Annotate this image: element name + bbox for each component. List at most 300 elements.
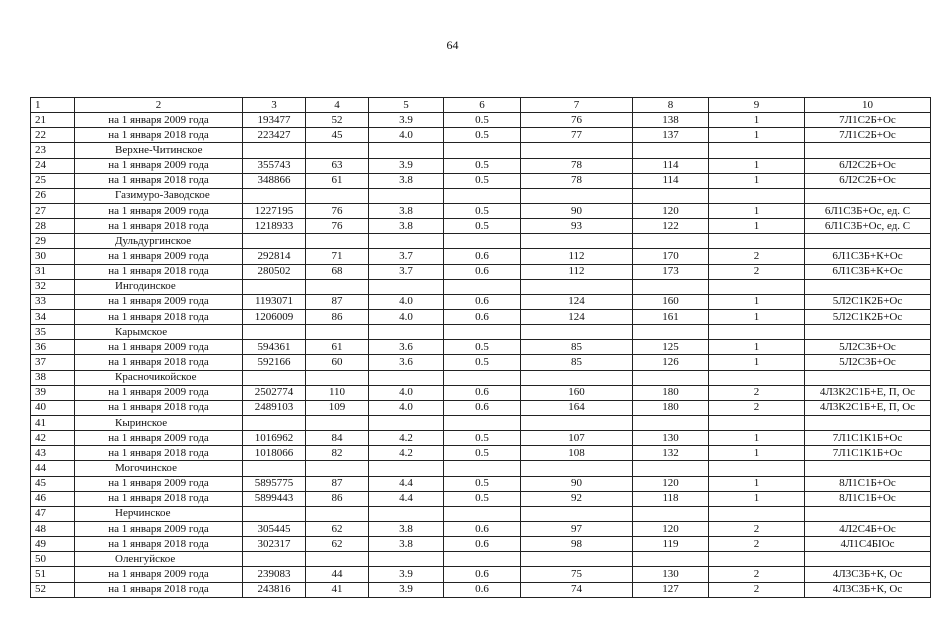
table-body (31, 98, 931, 598)
forest-data-table (30, 97, 931, 598)
cell-v10: 8Л1С1Б+Ос (805, 491, 931, 506)
row-number: 48 (31, 521, 75, 536)
row-number: 24 (31, 158, 75, 173)
cell-v6: 0.6 (444, 294, 521, 309)
cell-v9 (709, 506, 805, 521)
row-number: 36 (31, 340, 75, 355)
row-number: 45 (31, 476, 75, 491)
cell-v4 (306, 279, 369, 294)
cell-v6 (444, 234, 521, 249)
region-row (31, 415, 931, 430)
cell-v7: 112 (521, 249, 633, 264)
row-number: 46 (31, 491, 75, 506)
cell-v10: 4Л1С4БIОс (805, 537, 931, 552)
row-label: на 1 января 2018 года (75, 537, 243, 552)
cell-v10: 4Л3С3Б+К, Ос (805, 582, 931, 597)
cell-v6: 0.6 (444, 385, 521, 400)
column-header: 6 (444, 98, 521, 113)
cell-v6: 0.5 (444, 340, 521, 355)
cell-v9 (709, 370, 805, 385)
cell-v5: 3.7 (369, 249, 444, 264)
cell-v9 (709, 552, 805, 567)
cell-v9: 1 (709, 476, 805, 491)
cell-v6: 0.5 (444, 491, 521, 506)
cell-v6: 0.6 (444, 521, 521, 536)
cell-v6: 0.5 (444, 476, 521, 491)
row-label: на 1 января 2009 года (75, 203, 243, 218)
cell-v9: 2 (709, 567, 805, 582)
cell-v4 (306, 506, 369, 521)
table-row (31, 400, 931, 415)
row-number: 52 (31, 582, 75, 597)
cell-v8: 180 (633, 385, 709, 400)
cell-v7 (521, 325, 633, 340)
cell-v5: 3.9 (369, 582, 444, 597)
cell-v4: 71 (306, 249, 369, 264)
cell-v9 (709, 415, 805, 430)
row-label: на 1 января 2018 года (75, 582, 243, 597)
cell-v6 (444, 552, 521, 567)
table-row (31, 294, 931, 309)
table-row (31, 173, 931, 188)
cell-v5: 4.0 (369, 385, 444, 400)
row-number: 25 (31, 173, 75, 188)
cell-v8: 122 (633, 219, 709, 234)
cell-v5: 4.0 (369, 400, 444, 415)
table-row (31, 582, 931, 597)
cell-v3: 2502774 (243, 385, 306, 400)
region-row (31, 370, 931, 385)
cell-v9: 1 (709, 158, 805, 173)
cell-v7: 78 (521, 173, 633, 188)
row-number: 51 (31, 567, 75, 582)
column-header: 8 (633, 98, 709, 113)
cell-v3 (243, 234, 306, 249)
cell-v4: 76 (306, 203, 369, 218)
cell-v5 (369, 506, 444, 521)
cell-v9 (709, 143, 805, 158)
region-name: Могочинское (75, 461, 243, 476)
cell-v9: 2 (709, 521, 805, 536)
row-label: на 1 января 2009 года (75, 567, 243, 582)
cell-v9: 1 (709, 294, 805, 309)
cell-v6 (444, 325, 521, 340)
cell-v3: 1227195 (243, 203, 306, 218)
cell-v7 (521, 506, 633, 521)
row-number: 41 (31, 415, 75, 430)
cell-v8: 118 (633, 491, 709, 506)
region-row (31, 279, 931, 294)
cell-v3: 280502 (243, 264, 306, 279)
cell-v3: 1016962 (243, 431, 306, 446)
cell-v3 (243, 370, 306, 385)
cell-v7 (521, 143, 633, 158)
cell-v5: 4.2 (369, 431, 444, 446)
cell-v10: 5Л2С1К2Б+Ос (805, 294, 931, 309)
table-row (31, 446, 931, 461)
row-number: 31 (31, 264, 75, 279)
cell-v8 (633, 188, 709, 203)
region-row (31, 506, 931, 521)
cell-v9: 2 (709, 385, 805, 400)
cell-v10: 6Л1С3Б+К+Ос (805, 264, 931, 279)
cell-v10: 5Л2С3Б+Ос (805, 340, 931, 355)
cell-v7 (521, 552, 633, 567)
cell-v8 (633, 143, 709, 158)
cell-v10: 5Л2С3Б+Ос (805, 355, 931, 370)
row-number: 43 (31, 446, 75, 461)
table-row (31, 521, 931, 536)
cell-v9: 1 (709, 203, 805, 218)
region-row (31, 552, 931, 567)
cell-v3: 5895775 (243, 476, 306, 491)
table-row (31, 431, 931, 446)
cell-v3: 193477 (243, 113, 306, 128)
cell-v3: 243816 (243, 582, 306, 597)
cell-v5: 3.7 (369, 264, 444, 279)
row-number: 44 (31, 461, 75, 476)
cell-v4: 76 (306, 219, 369, 234)
row-number: 34 (31, 309, 75, 324)
cell-v3 (243, 143, 306, 158)
cell-v7 (521, 234, 633, 249)
cell-v7: 98 (521, 537, 633, 552)
cell-v7: 124 (521, 294, 633, 309)
cell-v4: 110 (306, 385, 369, 400)
cell-v6: 0.5 (444, 431, 521, 446)
cell-v3 (243, 325, 306, 340)
cell-v9 (709, 279, 805, 294)
cell-v7: 74 (521, 582, 633, 597)
cell-v10 (805, 234, 931, 249)
cell-v8: 114 (633, 173, 709, 188)
cell-v3 (243, 415, 306, 430)
cell-v6: 0.5 (444, 446, 521, 461)
cell-v5: 3.9 (369, 567, 444, 582)
cell-v8: 138 (633, 113, 709, 128)
row-number: 28 (31, 219, 75, 234)
cell-v4 (306, 143, 369, 158)
cell-v8: 170 (633, 249, 709, 264)
table-row (31, 219, 931, 234)
row-number: 27 (31, 203, 75, 218)
column-header: 4 (306, 98, 369, 113)
cell-v3: 355743 (243, 158, 306, 173)
cell-v7: 78 (521, 158, 633, 173)
table-row (31, 476, 931, 491)
cell-v9: 2 (709, 264, 805, 279)
cell-v9 (709, 188, 805, 203)
cell-v3: 5899443 (243, 491, 306, 506)
column-header: 5 (369, 98, 444, 113)
cell-v5: 4.0 (369, 294, 444, 309)
table-row (31, 128, 931, 143)
row-label: на 1 января 2018 года (75, 400, 243, 415)
cell-v3: 594361 (243, 340, 306, 355)
cell-v5: 3.8 (369, 203, 444, 218)
cell-v5: 3.8 (369, 219, 444, 234)
row-label: на 1 января 2009 года (75, 249, 243, 264)
page-number: 64 (446, 38, 459, 52)
region-row (31, 234, 931, 249)
table-row (31, 355, 931, 370)
cell-v8: 120 (633, 476, 709, 491)
cell-v7: 160 (521, 385, 633, 400)
cell-v10 (805, 279, 931, 294)
cell-v5: 4.4 (369, 476, 444, 491)
column-header: 10 (805, 98, 931, 113)
cell-v4 (306, 552, 369, 567)
region-name: Кыринское (75, 415, 243, 430)
cell-v9 (709, 461, 805, 476)
cell-v3 (243, 461, 306, 476)
cell-v7: 76 (521, 113, 633, 128)
region-row (31, 143, 931, 158)
cell-v4 (306, 415, 369, 430)
cell-v6 (444, 279, 521, 294)
cell-v10: 4Л3С3Б+К, Ос (805, 567, 931, 582)
cell-v4: 62 (306, 537, 369, 552)
row-number: 32 (31, 279, 75, 294)
region-name: Красночикойское (75, 370, 243, 385)
cell-v8: 126 (633, 355, 709, 370)
cell-v10: 6Л2С2Б+Ос (805, 158, 931, 173)
table-row (31, 158, 931, 173)
row-label: на 1 января 2009 года (75, 476, 243, 491)
cell-v4: 87 (306, 294, 369, 309)
cell-v8: 161 (633, 309, 709, 324)
cell-v10 (805, 461, 931, 476)
cell-v10: 4Л3К2С1Б+Е, П, Ос (805, 400, 931, 415)
row-number: 33 (31, 294, 75, 309)
cell-v4 (306, 234, 369, 249)
table-row (31, 309, 931, 324)
cell-v4: 45 (306, 128, 369, 143)
cell-v7: 108 (521, 446, 633, 461)
table-row (31, 567, 931, 582)
cell-v5 (369, 415, 444, 430)
cell-v4: 68 (306, 264, 369, 279)
cell-v7: 107 (521, 431, 633, 446)
cell-v7: 90 (521, 203, 633, 218)
cell-v9: 1 (709, 113, 805, 128)
cell-v5: 4.4 (369, 491, 444, 506)
cell-v9: 1 (709, 309, 805, 324)
cell-v6 (444, 461, 521, 476)
cell-v5: 4.2 (369, 446, 444, 461)
cell-v4: 86 (306, 309, 369, 324)
cell-v9: 2 (709, 400, 805, 415)
row-number: 38 (31, 370, 75, 385)
cell-v10: 6Л1С3Б+Ос, ед. С (805, 203, 931, 218)
table-row (31, 537, 931, 552)
row-label: на 1 января 2009 года (75, 431, 243, 446)
cell-v5 (369, 552, 444, 567)
table-row (31, 249, 931, 264)
cell-v9: 1 (709, 219, 805, 234)
cell-v3: 223427 (243, 128, 306, 143)
cell-v7: 85 (521, 355, 633, 370)
cell-v5 (369, 325, 444, 340)
cell-v7 (521, 415, 633, 430)
cell-v6: 0.6 (444, 400, 521, 415)
cell-v7: 75 (521, 567, 633, 582)
row-number: 42 (31, 431, 75, 446)
row-number: 30 (31, 249, 75, 264)
cell-v6: 0.6 (444, 249, 521, 264)
cell-v5: 3.8 (369, 521, 444, 536)
cell-v4: 61 (306, 340, 369, 355)
cell-v8: 114 (633, 158, 709, 173)
cell-v3: 292814 (243, 249, 306, 264)
cell-v6 (444, 506, 521, 521)
cell-v4: 61 (306, 173, 369, 188)
cell-v3 (243, 279, 306, 294)
cell-v10 (805, 552, 931, 567)
cell-v5: 3.8 (369, 537, 444, 552)
cell-v9: 1 (709, 340, 805, 355)
cell-v3: 592166 (243, 355, 306, 370)
region-name: Ингодинское (75, 279, 243, 294)
cell-v8 (633, 325, 709, 340)
table-row (31, 113, 931, 128)
cell-v4: 41 (306, 582, 369, 597)
cell-v8: 120 (633, 203, 709, 218)
cell-v5: 4.0 (369, 128, 444, 143)
cell-v8: 173 (633, 264, 709, 279)
cell-v10: 7Л1С2Б+Ос (805, 128, 931, 143)
cell-v6: 0.6 (444, 567, 521, 582)
region-name: Нерчинское (75, 506, 243, 521)
column-header: 1 (31, 98, 75, 113)
cell-v3: 239083 (243, 567, 306, 582)
row-number: 23 (31, 143, 75, 158)
cell-v8: 127 (633, 582, 709, 597)
cell-v4: 63 (306, 158, 369, 173)
cell-v5: 3.6 (369, 340, 444, 355)
cell-v5: 3.9 (369, 158, 444, 173)
cell-v7: 90 (521, 476, 633, 491)
cell-v7: 112 (521, 264, 633, 279)
cell-v4 (306, 370, 369, 385)
cell-v6: 0.5 (444, 173, 521, 188)
cell-v7: 93 (521, 219, 633, 234)
cell-v4: 62 (306, 521, 369, 536)
row-label: на 1 января 2018 года (75, 173, 243, 188)
region-name: Газимуро-Заводское (75, 188, 243, 203)
cell-v10: 6Л1С3Б+К+Ос (805, 249, 931, 264)
row-number: 22 (31, 128, 75, 143)
region-row (31, 325, 931, 340)
cell-v6 (444, 370, 521, 385)
row-label: на 1 января 2018 года (75, 446, 243, 461)
cell-v9: 2 (709, 249, 805, 264)
cell-v5 (369, 279, 444, 294)
table-row (31, 340, 931, 355)
cell-v5 (369, 370, 444, 385)
cell-v3: 348866 (243, 173, 306, 188)
cell-v4: 44 (306, 567, 369, 582)
cell-v10 (805, 506, 931, 521)
cell-v5: 3.6 (369, 355, 444, 370)
cell-v10 (805, 370, 931, 385)
cell-v5 (369, 188, 444, 203)
cell-v6 (444, 415, 521, 430)
cell-v4 (306, 325, 369, 340)
cell-v6: 0.6 (444, 309, 521, 324)
cell-v6: 0.5 (444, 158, 521, 173)
column-header: 3 (243, 98, 306, 113)
cell-v4: 86 (306, 491, 369, 506)
row-label: на 1 января 2018 года (75, 219, 243, 234)
cell-v3 (243, 188, 306, 203)
cell-v3: 2489103 (243, 400, 306, 415)
cell-v5: 3.8 (369, 173, 444, 188)
cell-v8: 160 (633, 294, 709, 309)
cell-v8 (633, 279, 709, 294)
row-label: на 1 января 2009 года (75, 113, 243, 128)
row-label: на 1 января 2018 года (75, 491, 243, 506)
cell-v3: 1206009 (243, 309, 306, 324)
cell-v10: 8Л1С1Б+Ос (805, 476, 931, 491)
cell-v9: 1 (709, 446, 805, 461)
cell-v6: 0.6 (444, 264, 521, 279)
table-row (31, 491, 931, 506)
cell-v3: 305445 (243, 521, 306, 536)
cell-v3 (243, 506, 306, 521)
region-name: Дульдургинское (75, 234, 243, 249)
cell-v10: 6Л2С2Б+Ос (805, 173, 931, 188)
cell-v4: 87 (306, 476, 369, 491)
cell-v6: 0.6 (444, 537, 521, 552)
cell-v8: 120 (633, 521, 709, 536)
row-label: на 1 января 2009 года (75, 340, 243, 355)
row-label: на 1 января 2009 года (75, 158, 243, 173)
cell-v3 (243, 552, 306, 567)
row-label: на 1 января 2018 года (75, 264, 243, 279)
cell-v9 (709, 325, 805, 340)
table-row (31, 203, 931, 218)
cell-v10 (805, 325, 931, 340)
cell-v4: 84 (306, 431, 369, 446)
region-name: Верхне-Читинское (75, 143, 243, 158)
cell-v4 (306, 188, 369, 203)
cell-v7 (521, 279, 633, 294)
table-row (31, 264, 931, 279)
cell-v6: 0.5 (444, 113, 521, 128)
cell-v8 (633, 415, 709, 430)
cell-v8: 130 (633, 431, 709, 446)
row-label: на 1 января 2009 года (75, 385, 243, 400)
cell-v7 (521, 188, 633, 203)
cell-v4: 82 (306, 446, 369, 461)
cell-v3: 302317 (243, 537, 306, 552)
cell-v9: 1 (709, 173, 805, 188)
row-number: 39 (31, 385, 75, 400)
row-number: 40 (31, 400, 75, 415)
cell-v10: 4Л3К2С1Б+Е, П, Ос (805, 385, 931, 400)
cell-v10: 7Л1С1К1Б+Ос (805, 431, 931, 446)
cell-v9: 2 (709, 582, 805, 597)
cell-v9: 1 (709, 128, 805, 143)
cell-v8 (633, 234, 709, 249)
cell-v3: 1018066 (243, 446, 306, 461)
cell-v7 (521, 461, 633, 476)
cell-v6: 0.6 (444, 582, 521, 597)
region-name: Оленгуйское (75, 552, 243, 567)
cell-v7: 85 (521, 340, 633, 355)
cell-v7: 92 (521, 491, 633, 506)
